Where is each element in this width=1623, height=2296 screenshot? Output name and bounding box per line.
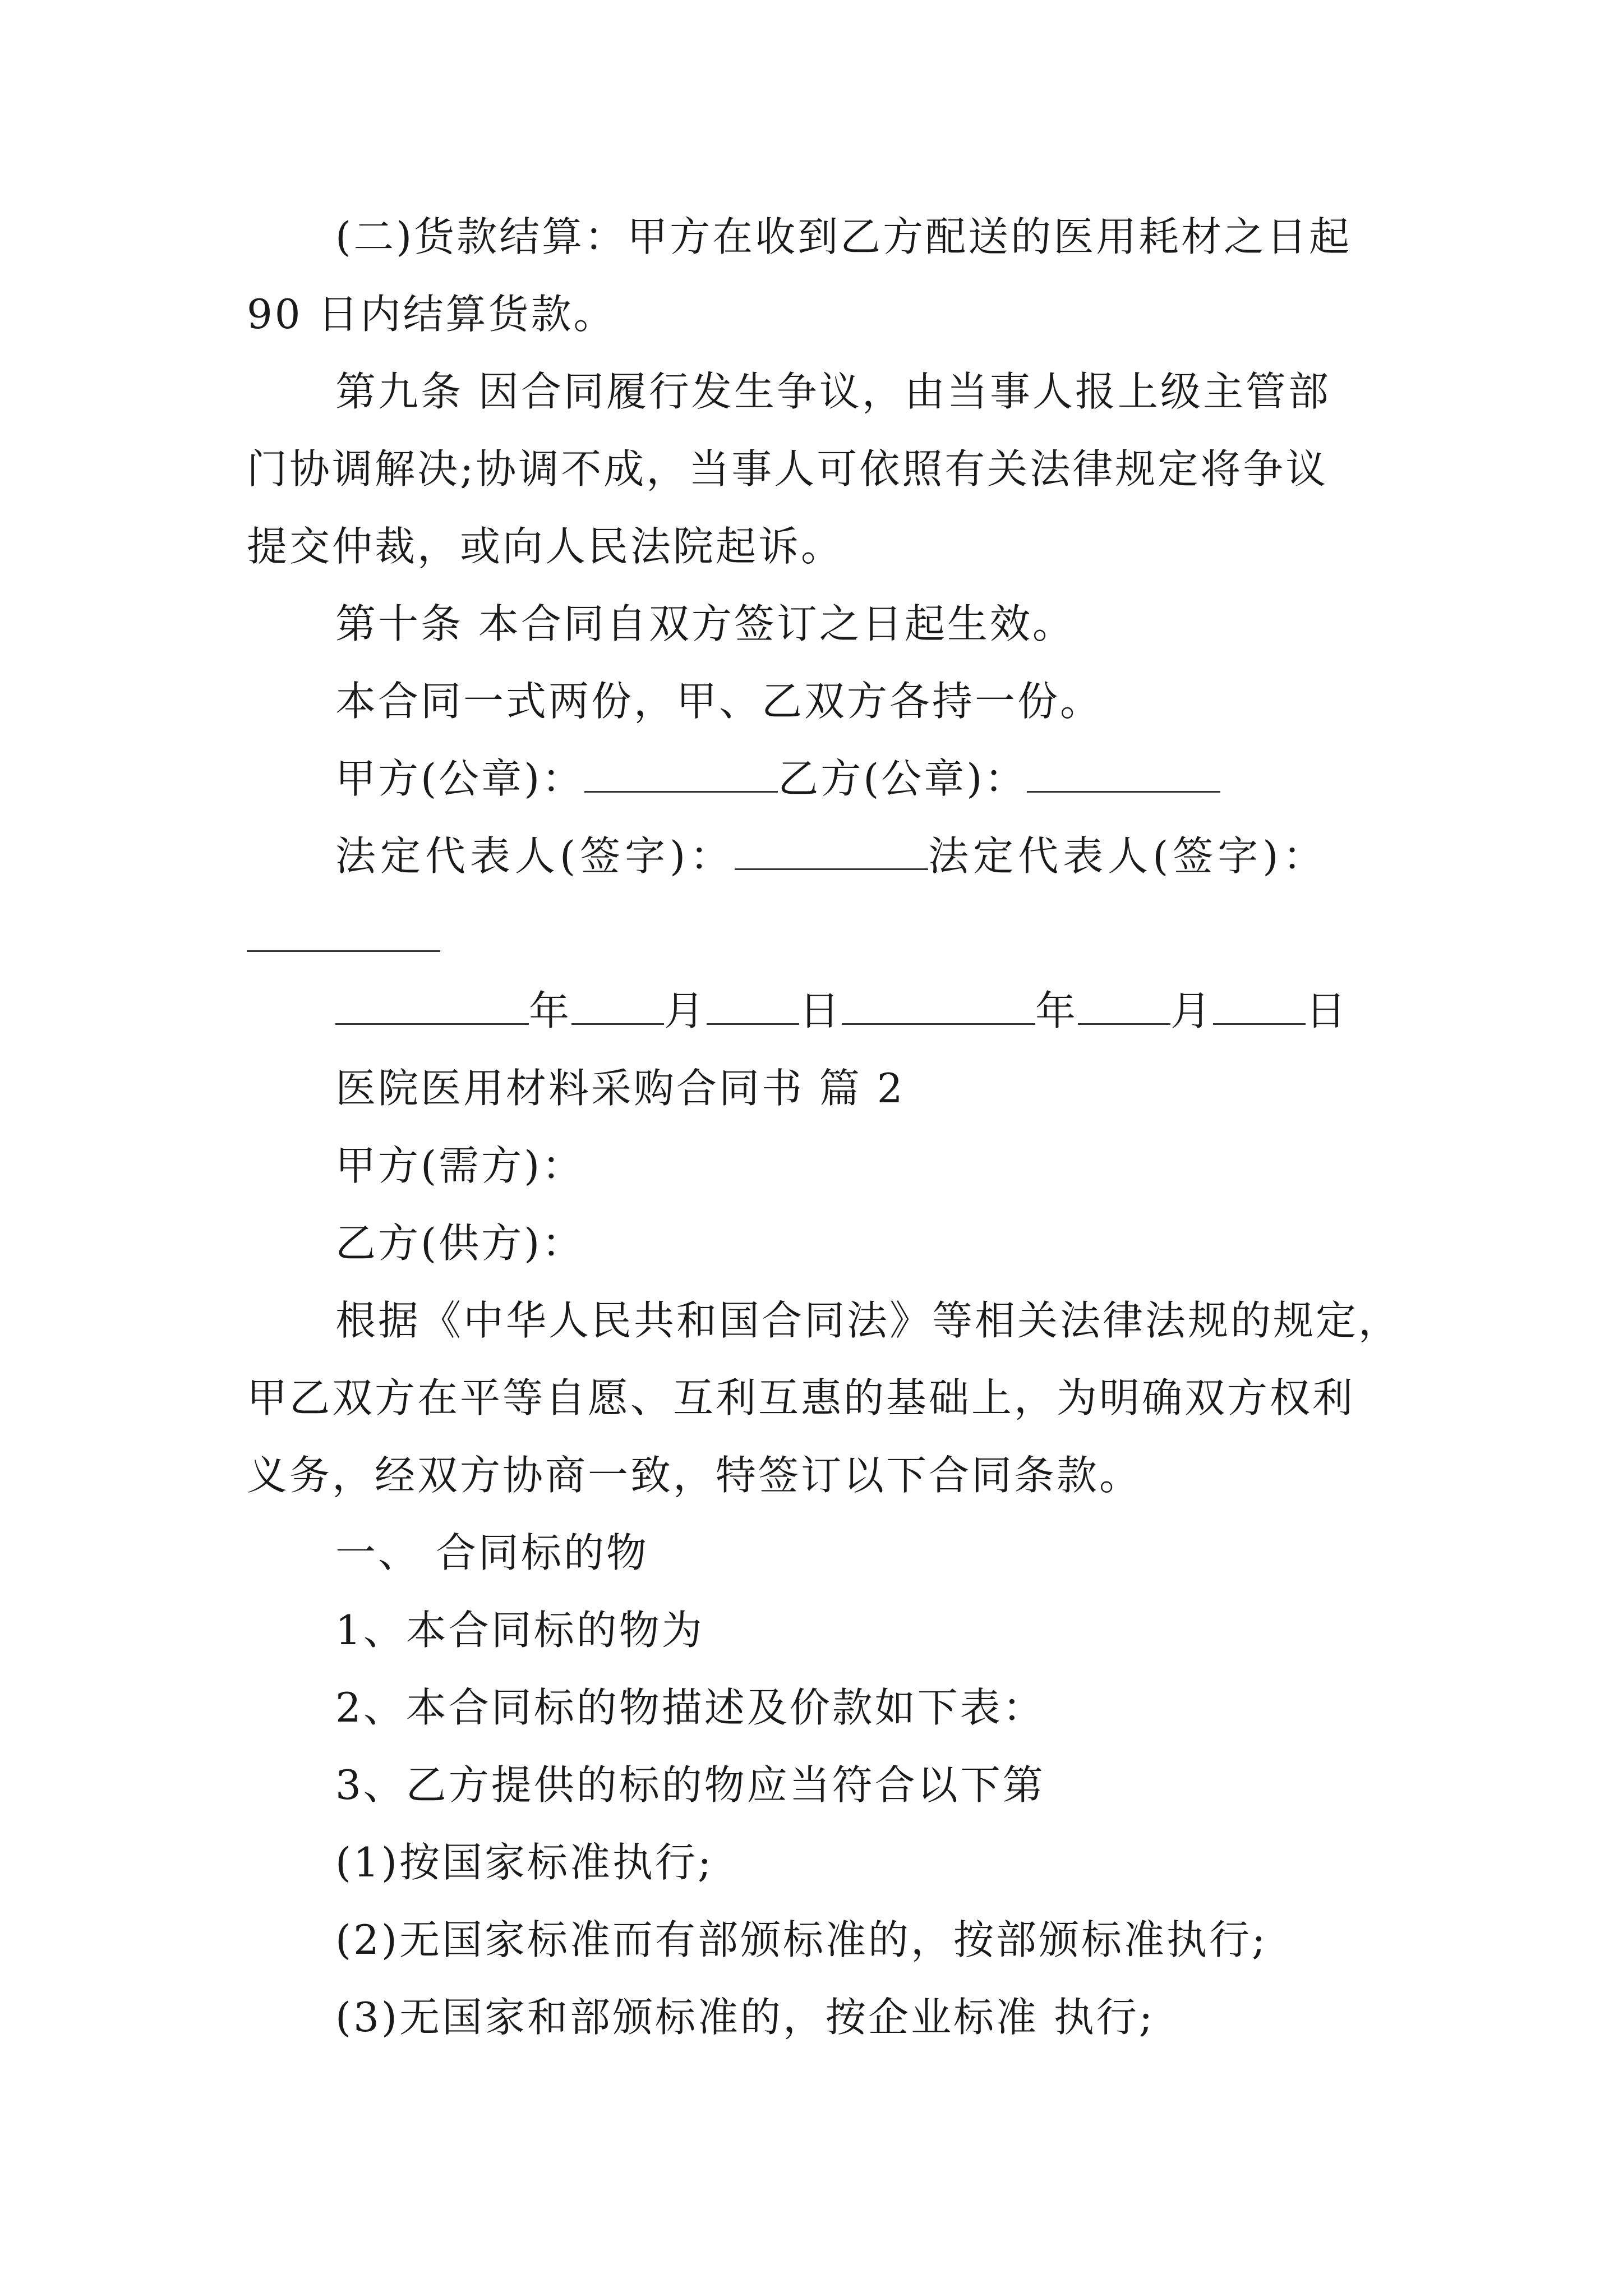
list-item: (1)按国家标准执行; <box>335 1839 714 1886</box>
rep-b-blank <box>247 950 440 952</box>
month-b-label: 月 <box>1170 987 1214 1034</box>
representative-line <box>335 828 1401 884</box>
day-a-label: 日 <box>799 987 842 1034</box>
month-a-label: 月 <box>664 987 707 1034</box>
day-b-blank <box>1213 983 1306 1025</box>
seal-line <box>335 751 1401 807</box>
list-item: (2)无国家标准而有部颁标准的，按部颁标准执行; <box>335 1916 1268 1963</box>
day-b-label: 日 <box>1306 987 1349 1034</box>
list-item: 2、本合同标的物描述及价款如下表： <box>335 1684 1045 1731</box>
list-item: 3、乙方提供的标的物应当符合以下第 <box>335 1761 1045 1809</box>
preamble-line: 甲乙双方在平等自愿、互利互惠的基础上，为明确双方权利 <box>247 1374 1355 1421</box>
party-a-seal-blank <box>584 751 778 793</box>
rep-a-label: 法定代表人(签字)： <box>335 832 735 880</box>
paragraph-line: 提交仲裁，或向人民法院起诉。 <box>247 523 844 570</box>
list-item: (3)无国家和部颁标准的，按企业标准 执行; <box>335 1994 1155 2041</box>
day-a-blank <box>707 983 799 1025</box>
party-a-label: 甲方(需方)： <box>335 1142 585 1189</box>
rep-a-blank <box>735 828 928 870</box>
date-line <box>335 983 1401 1039</box>
preamble-line: 根据《中华人民共和国合同法》等相关法律法规的规定， <box>335 1297 1401 1344</box>
preamble-line: 义务，经双方协商一致，特签订以下合同条款。 <box>247 1452 1142 1499</box>
month-a-blank <box>571 983 664 1025</box>
year-b-blank <box>842 983 1035 1025</box>
list-item: 1、本合同标的物为 <box>335 1607 704 1654</box>
party-a-seal-label: 甲方(公章)： <box>335 755 585 802</box>
section-heading: 一、 合同标的物 <box>335 1529 649 1576</box>
paragraph-line: 门协调解决;协调不成，当事人可依照有关法律规定将争议 <box>247 445 1329 493</box>
party-b-seal-label: 乙方(公章)： <box>778 755 1027 802</box>
paragraph-line: 90 日内结算货款。 <box>247 291 616 338</box>
party-b-label: 乙方(供方)： <box>335 1220 585 1267</box>
paragraph-line: 第九条 因合同履行发生争议，由当事人报上级主管部 <box>335 368 1331 415</box>
section-title: 医院医用材料采购合同书 篇 2 <box>335 1065 905 1112</box>
month-b-blank <box>1078 983 1170 1025</box>
paragraph-line: 本合同一式两份，甲、乙双方各持一份。 <box>335 678 1103 725</box>
year-a-blank <box>335 983 529 1025</box>
year-b-label: 年 <box>1035 987 1078 1034</box>
paragraph-line: (二)货款结算：甲方在收到乙方配送的医用耗材之日起 <box>335 213 1352 260</box>
year-a-label: 年 <box>529 987 572 1034</box>
rep-b-label: 法定代表人(签字)： <box>928 832 1328 880</box>
paragraph-line: 第十条 本合同自双方签订之日起生效。 <box>335 600 1075 647</box>
party-b-seal-blank <box>1027 751 1220 793</box>
